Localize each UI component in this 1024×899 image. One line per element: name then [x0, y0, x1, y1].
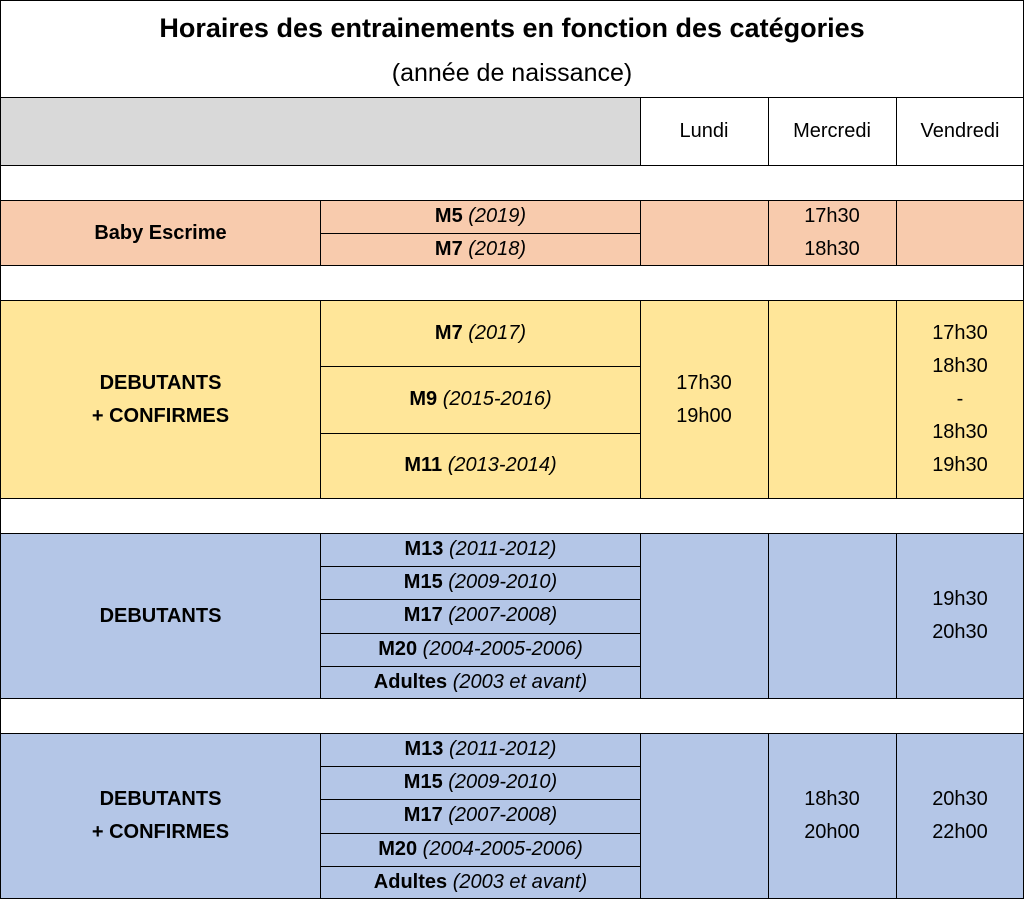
section-col-border [768, 733, 769, 899]
category-cell [321, 433, 640, 499]
section-col-border [768, 200, 769, 266]
time-value: 19h00 [676, 404, 732, 427]
category-code: M5 [434, 205, 463, 227]
time-value: 18h30 [804, 238, 860, 260]
title-block [0, 0, 1024, 97]
category-code: M15 [403, 571, 443, 594]
section-col-border [768, 300, 769, 499]
group-label [0, 300, 321, 499]
time-value: 20h00 [804, 821, 860, 843]
category-years: (2003 et avant) [452, 870, 588, 893]
time-value: 20h30 [932, 788, 988, 810]
header-col-border [640, 97, 641, 166]
group-label-line: + CONFIRMES [91, 404, 230, 427]
time-value: 19h30 [932, 454, 988, 476]
outer-left-border [0, 0, 1, 899]
category-years: (2003 et avant) [452, 670, 588, 693]
times-lundi [640, 300, 768, 499]
times-vendredi [896, 200, 1024, 266]
section-col-border [640, 533, 641, 699]
times-lundi [640, 200, 768, 266]
category-code: Adultes [373, 870, 448, 893]
category-divider [321, 799, 641, 800]
category-years: (2013-2014) [447, 454, 557, 477]
category-code: M20 [378, 837, 418, 860]
section-top-border [0, 533, 1024, 534]
time-value: - [956, 388, 964, 410]
times-lundi [640, 733, 768, 899]
section-col-border [896, 733, 897, 899]
section-col-border [768, 533, 769, 699]
category-years: (2009-2010) [448, 571, 558, 594]
category-divider [321, 366, 641, 367]
category-code: M7 [434, 321, 463, 344]
category-code: Adultes [373, 670, 448, 693]
category-years: (2017) [468, 321, 527, 344]
category-years: (2007-2008) [448, 604, 558, 627]
header-col-border [768, 97, 769, 166]
times-vendredi [896, 300, 1024, 499]
category-divider [321, 666, 641, 667]
category-code: M17 [403, 804, 443, 827]
group-label [0, 733, 321, 899]
section-bottom-border [0, 698, 1024, 699]
category-code: M11 [404, 454, 443, 477]
category-code: M9 [409, 387, 438, 410]
category-code: M15 [403, 771, 443, 794]
times-lundi [640, 533, 768, 699]
category-divider [321, 633, 641, 634]
group-label-line: DEBUTANTS [99, 788, 222, 810]
category-divider [321, 833, 641, 834]
outer-top-border [0, 0, 1024, 1]
section-bottom-border [0, 498, 1024, 499]
time-value: 17h30 [932, 322, 988, 344]
times-mercredi [768, 533, 896, 699]
category-years: (2018) [468, 238, 527, 260]
times-vendredi [896, 533, 1024, 699]
group-label [0, 200, 321, 266]
section-col-border [320, 533, 321, 699]
time-value: 18h30 [804, 788, 860, 810]
page-title: Horaires des entrainements en fonction des catégories [159, 12, 865, 43]
times-mercredi [768, 733, 896, 899]
category-cell [321, 666, 640, 699]
category-code: M13 [404, 538, 444, 561]
category-cell [321, 833, 640, 866]
category-divider [321, 599, 641, 600]
group-label-line: DEBUTANTS [99, 371, 222, 394]
category-years: (2009-2010) [448, 771, 558, 794]
category-years: (2004-2005-2006) [422, 637, 583, 660]
category-divider [321, 866, 641, 867]
group-label-line: DEBUTANTS [99, 604, 222, 627]
group-label [0, 533, 321, 699]
category-years: (2007-2008) [448, 804, 558, 827]
section-top-border [0, 733, 1024, 734]
header-blank-cell [0, 97, 640, 165]
category-code: M13 [404, 738, 444, 761]
category-years: (2011-2012) [448, 538, 557, 561]
category-divider [321, 766, 641, 767]
times-mercredi [768, 200, 896, 266]
time-value: 20h30 [932, 621, 988, 643]
section-col-border [640, 733, 641, 899]
section-col-border [896, 300, 897, 499]
day-header-vendredi: Vendredi [920, 119, 1000, 142]
category-code: M17 [403, 604, 443, 627]
category-cell [321, 766, 640, 799]
category-cell [321, 300, 640, 366]
category-cell [321, 533, 640, 566]
category-years: (2015-2016) [442, 387, 552, 410]
category-divider [321, 233, 641, 234]
header-bottom-border [0, 165, 1024, 166]
category-years: (2011-2012) [448, 738, 557, 761]
time-value: 19h30 [932, 588, 988, 610]
category-years: (2004-2005-2006) [422, 837, 583, 860]
header-row [0, 97, 1024, 165]
page-subtitle: (année de naissance) [391, 58, 633, 87]
category-divider [321, 433, 641, 434]
category-cell [321, 366, 640, 432]
time-value: 18h30 [932, 355, 988, 377]
category-cell [321, 633, 640, 666]
section-bottom-border [0, 265, 1024, 266]
category-cell [321, 200, 640, 233]
time-value: 17h30 [804, 205, 860, 227]
day-header-mercredi: Mercredi [793, 119, 871, 142]
section-col-border [640, 200, 641, 266]
category-years: (2019) [468, 205, 527, 227]
section-col-border [320, 200, 321, 266]
category-cell [321, 599, 640, 632]
category-divider [321, 566, 641, 567]
category-code: M20 [378, 637, 418, 660]
day-header-lundi: Lundi [679, 119, 729, 142]
section-col-border [896, 533, 897, 699]
section-col-border [896, 200, 897, 266]
header-col-border [896, 97, 897, 166]
section-col-border [320, 300, 321, 499]
section-top-border [0, 300, 1024, 301]
section-col-border [320, 733, 321, 899]
group-label-line: + CONFIRMES [91, 821, 230, 843]
header-top-border [0, 97, 1024, 98]
category-cell [321, 233, 640, 266]
time-value: 17h30 [676, 371, 732, 394]
category-cell [321, 866, 640, 899]
time-value: 18h30 [932, 421, 988, 443]
category-cell [321, 733, 640, 766]
category-cell [321, 799, 640, 832]
times-mercredi [768, 300, 896, 499]
section-col-border [640, 300, 641, 499]
group-label-line: Baby Escrime [94, 221, 227, 244]
time-value: 22h00 [932, 821, 988, 843]
category-code: M7 [434, 238, 463, 260]
category-cell [321, 566, 640, 599]
section-top-border [0, 200, 1024, 201]
times-vendredi [896, 733, 1024, 899]
